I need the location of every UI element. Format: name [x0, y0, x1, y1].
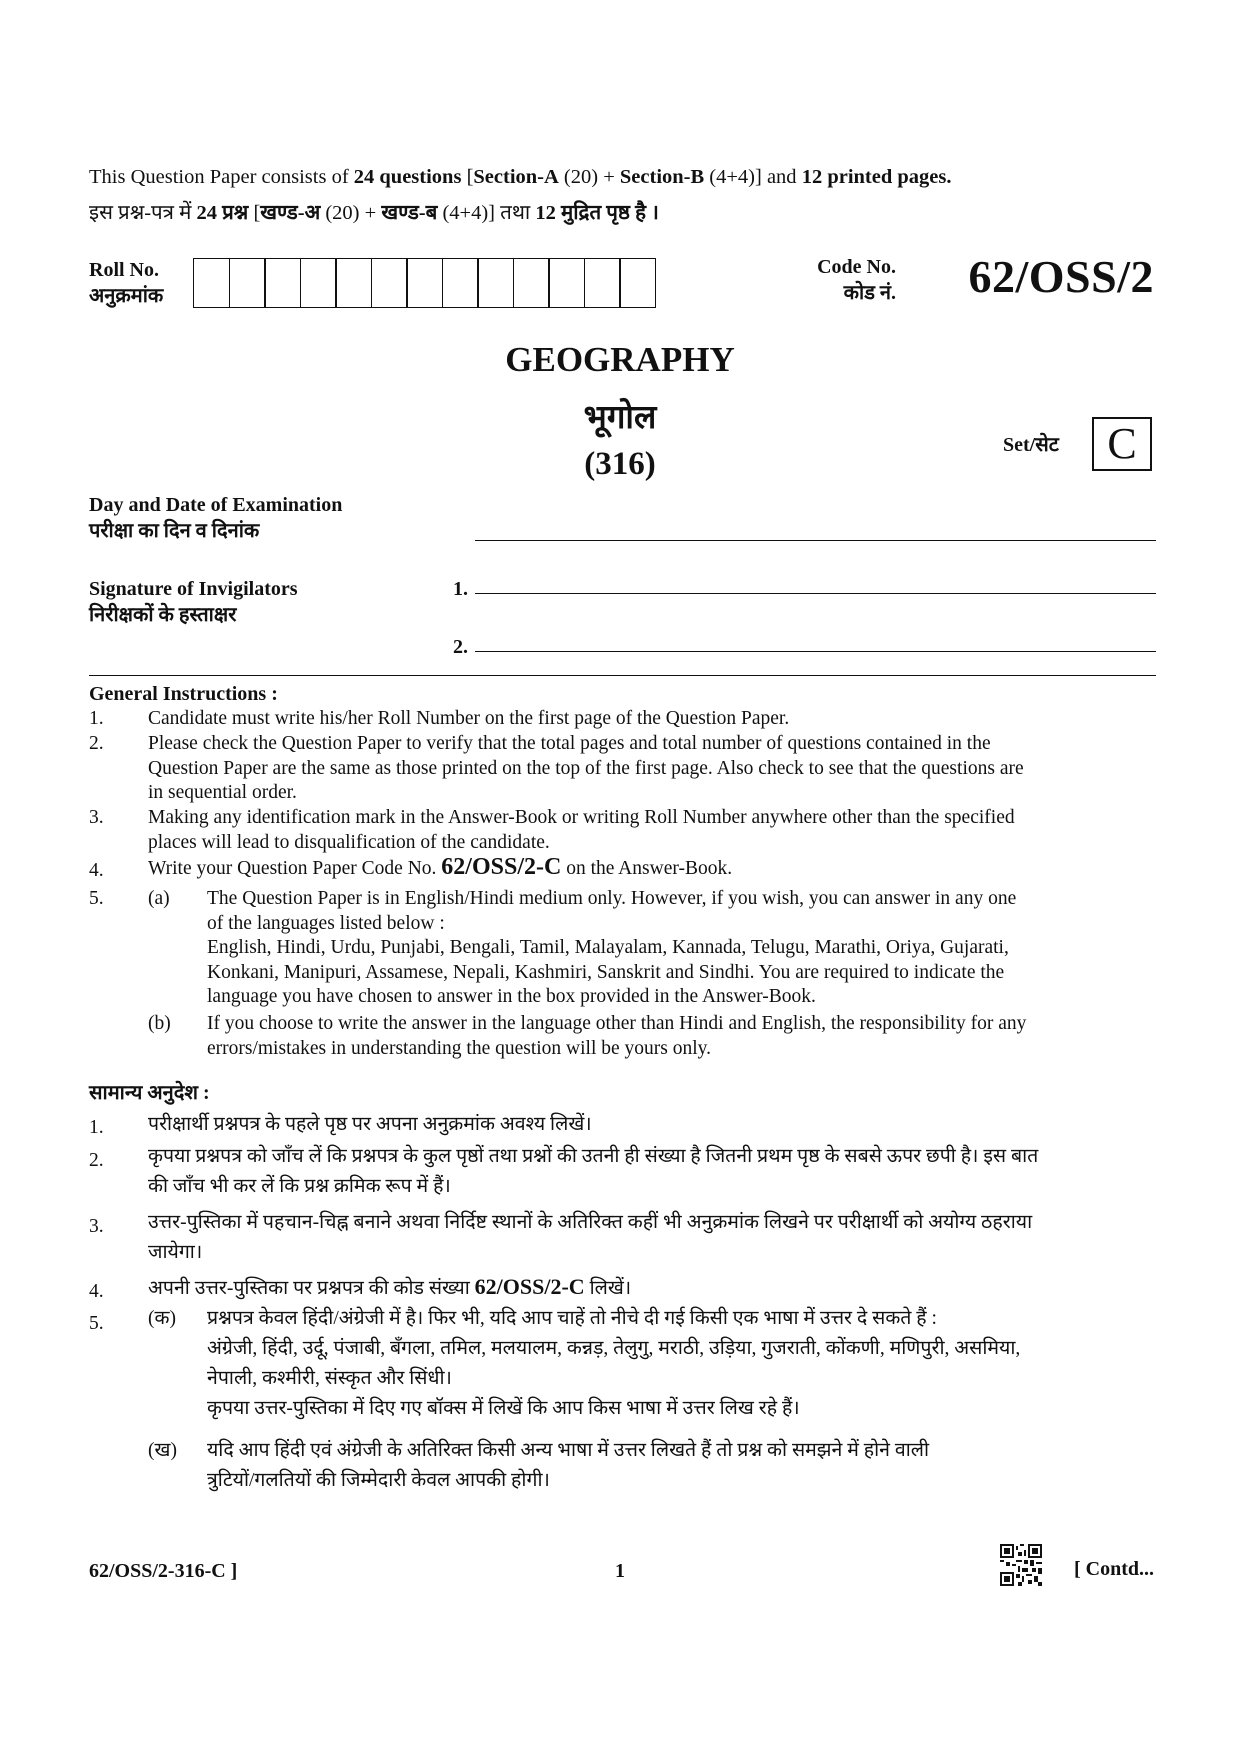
instruction-line: The Question Paper is in English/Hindi medium only. However, if you wish, you can answer in any one — [207, 888, 1017, 909]
roll-digit-box[interactable] — [477, 258, 514, 308]
roll-digit-box[interactable] — [193, 258, 230, 308]
instruction-text — [148, 707, 1156, 732]
instruction-line: कृपया प्रश्नपत्र को जाँच लें कि प्रश्नपत्र के कुल पृष्ठों तथा प्रश्नों की उतनी ही संख्या है जितनी प्रथम पृष्ठ के सबसे ऊपर छपी है। इस बात — [148, 1146, 1039, 1167]
instruction-line: Candidate must write his/her Roll Number on the first page of the Question Paper. — [148, 708, 790, 729]
intro-en-text: (20) + — [558, 166, 620, 188]
instruction-text — [207, 887, 1156, 1010]
instruction-line: If you choose to write the answer in the language other than Hindi and English, the responsibility for any — [207, 1013, 1027, 1034]
roll-digit-box[interactable] — [619, 258, 656, 308]
instruction-sub-label: (ख) — [148, 1440, 177, 1461]
paper-code: 62/OSS/2-C — [441, 854, 562, 880]
instruction-number: 2. — [89, 1150, 104, 1171]
instruction-number: 3. — [89, 807, 104, 828]
paper-code: 62/OSS/2-C — [474, 1274, 585, 1299]
signature-2-line[interactable] — [475, 651, 1156, 652]
instruction-line: errors/mistakes in understanding the question will be yours only. — [207, 1037, 712, 1059]
instruction-sub-label: (a) — [148, 888, 170, 909]
instruction-text — [148, 855, 732, 882]
roll-digit-box[interactable] — [335, 258, 372, 308]
instruction-line: of the languages listed below : — [207, 912, 445, 934]
invigilator-signature-label — [89, 576, 298, 628]
exam-date-label-en: Day and Date of Examination — [89, 494, 343, 516]
instruction-line: Please check the Question Paper to verify that the total pages and total number of questions contained in the — [148, 733, 991, 754]
intro-hi-text: (4+4)] तथा — [437, 202, 536, 224]
roll-digit-box[interactable] — [300, 258, 337, 308]
instruction-text — [148, 1110, 1156, 1140]
intro-en-questions: 24 questions — [353, 166, 462, 188]
roll-label — [89, 257, 163, 309]
instruction-line: Konkani, Manipuri, Assamese, Nepali, Kashmiri, Sanskrit and Sindhi. You are required to indicate the — [207, 961, 1005, 983]
hindi-instructions-heading: सामान्य अनुदेश : — [89, 1082, 210, 1104]
intro-en-text: (4+4)] and — [704, 166, 802, 188]
roll-digit-box[interactable] — [584, 258, 621, 308]
code-label-hi: कोड नं. — [843, 282, 896, 304]
roll-digit-box[interactable] — [548, 258, 585, 308]
footer-paper-id: 62/OSS/2-316-C ] — [89, 1560, 238, 1582]
roll-digit-box[interactable] — [229, 258, 266, 308]
code-label — [790, 254, 896, 306]
instruction-line: परीक्षार्थी प्रश्नपत्र के पहले पृष्ठ पर अपना अनुक्रमांक अवश्य लिखें। — [148, 1114, 592, 1135]
instruction-line: यदि आप हिंदी एवं अंग्रेजी के अतिरिक्त किसी अन्य भाषा में उत्तर लिखते हैं तो प्रश्न को समझने में होने वाली — [207, 1440, 930, 1461]
roll-label-hi: अनुक्रमांक — [89, 285, 164, 307]
intro-hi-text: [ — [248, 202, 261, 224]
signature-1-line[interactable] — [475, 593, 1156, 594]
divider — [89, 675, 1156, 676]
instruction-sub-label: (b) — [148, 1013, 171, 1034]
instruction-text — [148, 806, 1156, 855]
continued-label: [ Contd... — [1073, 1558, 1154, 1580]
instruction-sub-label: (क) — [148, 1308, 176, 1329]
subject-code: (316) — [584, 446, 656, 482]
instruction-number: 4. — [89, 860, 104, 881]
exam-date-line[interactable] — [475, 540, 1156, 541]
intro-hi-text: इस प्रश्न-पत्र में — [89, 202, 197, 224]
instruction-line: अपनी उत्तर-पुस्तिका पर प्रश्नपत्र की कोड संख्या — [148, 1278, 475, 1299]
instruction-line: लिखें। — [584, 1278, 632, 1299]
instruction-number: 4. — [89, 1281, 104, 1302]
instruction-text — [207, 1436, 1156, 1496]
instruction-text — [207, 1012, 1156, 1061]
intro-en-pages: 12 printed pages. — [801, 166, 952, 188]
intro-hi-section-a: खण्ड-अ — [260, 202, 321, 224]
signature-2-number: 2. — [453, 636, 468, 658]
instruction-number: 5. — [89, 1313, 104, 1334]
intro-hi-text: (20) + — [320, 202, 382, 224]
exam-date-label-hi: परीक्षा का दिन व दिनांक — [89, 520, 260, 542]
instruction-line: Making any identification mark in the Answer-Book or writing Roll Number anywhere other than the specified — [148, 807, 1015, 828]
set-label: Set/सेट — [1003, 434, 1059, 456]
invigilator-label-en: Signature of Invigilators — [89, 578, 298, 600]
instruction-text — [148, 732, 1156, 806]
instruction-text — [148, 1142, 1156, 1202]
instruction-text — [148, 1208, 1156, 1268]
instruction-line: in sequential order. — [148, 782, 297, 803]
roll-digit-box[interactable] — [264, 258, 301, 308]
instruction-line: Write your Question Paper Code No. — [148, 858, 442, 879]
instruction-line: places will lead to disqualification of the candidate. — [148, 831, 550, 853]
intro-en-text: [ — [461, 166, 474, 188]
invigilator-label-hi: निरीक्षकों के हस्ताक्षर — [89, 604, 237, 626]
instruction-number: 3. — [89, 1216, 104, 1237]
roll-digit-box[interactable] — [371, 258, 408, 308]
set-letter-box: C — [1092, 417, 1152, 471]
intro-en-text: This Question Paper consists of — [89, 166, 354, 188]
instruction-number: 1. — [89, 708, 104, 729]
signature-1-number: 1. — [453, 578, 468, 600]
intro-hi-pages: 12 मुद्रित पृष्ठ है । — [535, 202, 659, 224]
instruction-line: की जाँच भी कर लें कि प्रश्न क्रमिक रूप में हैं। — [148, 1176, 451, 1197]
instruction-line: Question Paper are the same as those printed on the top of the first page. Also check to see that the questions are — [148, 757, 1024, 779]
roll-digit-box[interactable] — [442, 258, 479, 308]
instruction-line: त्रुटियों/गलतियों की जिम्मेदारी केवल आपकी होगी। — [207, 1470, 550, 1491]
general-instructions-heading: General Instructions : — [89, 683, 278, 705]
instruction-text — [148, 1272, 631, 1304]
instruction-number: 5. — [89, 888, 104, 909]
subject-title: GEOGRAPHY — [505, 340, 735, 379]
instruction-line: अंग्रेजी, हिंदी, उर्दू, पंजाबी, बँगला, तमिल, मलयालम, कन्नड़, तेलुगु, मराठी, उड़िया, गुजराती, कोंकणी, मणिपुरी, असमिया, — [207, 1338, 1021, 1359]
roll-label-en: Roll No. — [89, 259, 159, 281]
instruction-number: 1. — [89, 1117, 104, 1138]
roll-digit-box[interactable] — [406, 258, 443, 308]
instruction-line: उत्तर-पुस्तिका में पहचान-चिह्न बनाने अथवा निर्दिष्ट स्थानों के अतिरिक्त कहीं भी अनुक्रमांक लिखने पर परीक्षार्थी को अयोग्य ठहराया — [148, 1212, 1033, 1233]
instruction-line: English, Hindi, Urdu, Punjabi, Bengali, Tamil, Malayalam, Kannada, Telugu, Marathi, Oriya, Gujarati, — [207, 937, 1009, 958]
roll-number-boxes[interactable] — [193, 258, 655, 308]
code-label-en: Code No. — [817, 256, 896, 278]
intro-en-section-b: Section-B — [619, 166, 705, 188]
instruction-line: on the Answer-Book. — [561, 858, 733, 879]
roll-digit-box[interactable] — [513, 258, 550, 308]
code-number: 62/OSS/2 — [968, 251, 1154, 302]
intro-english — [89, 166, 951, 189]
instruction-text — [207, 1304, 1156, 1424]
instruction-line: नेपाली, कश्मीरी, संस्कृत और सिंधी। — [207, 1368, 452, 1389]
intro-hi-questions: 24 प्रश्न — [196, 202, 249, 224]
instruction-line: language you have chosen to answer in the box provided in the Answer-Book. — [207, 986, 816, 1007]
instruction-number: 2. — [89, 733, 104, 754]
instruction-line: जायेगा। — [148, 1242, 203, 1263]
instruction-line: कृपया उत्तर-पुस्तिका में दिए गए बॉक्स में लिखें कि आप किस भाषा में उत्तर लिख रहे हैं। — [207, 1398, 800, 1419]
subject-title-hindi: भूगोल — [583, 400, 657, 436]
instruction-line: प्रश्नपत्र केवल हिंदी/अंग्रेजी में है। फिर भी, यदि आप चाहें तो नीचे दी गई किसी एक भाषा में उत्तर दे सकते हैं : — [207, 1308, 937, 1329]
exam-date-label — [89, 492, 342, 544]
intro-en-section-a: Section-A — [473, 166, 559, 188]
intro-hi-section-b: खण्ड-ब — [381, 202, 438, 224]
qr-code-icon — [1000, 1544, 1042, 1586]
page-number: 1 — [615, 1560, 625, 1582]
intro-hindi — [89, 198, 659, 226]
